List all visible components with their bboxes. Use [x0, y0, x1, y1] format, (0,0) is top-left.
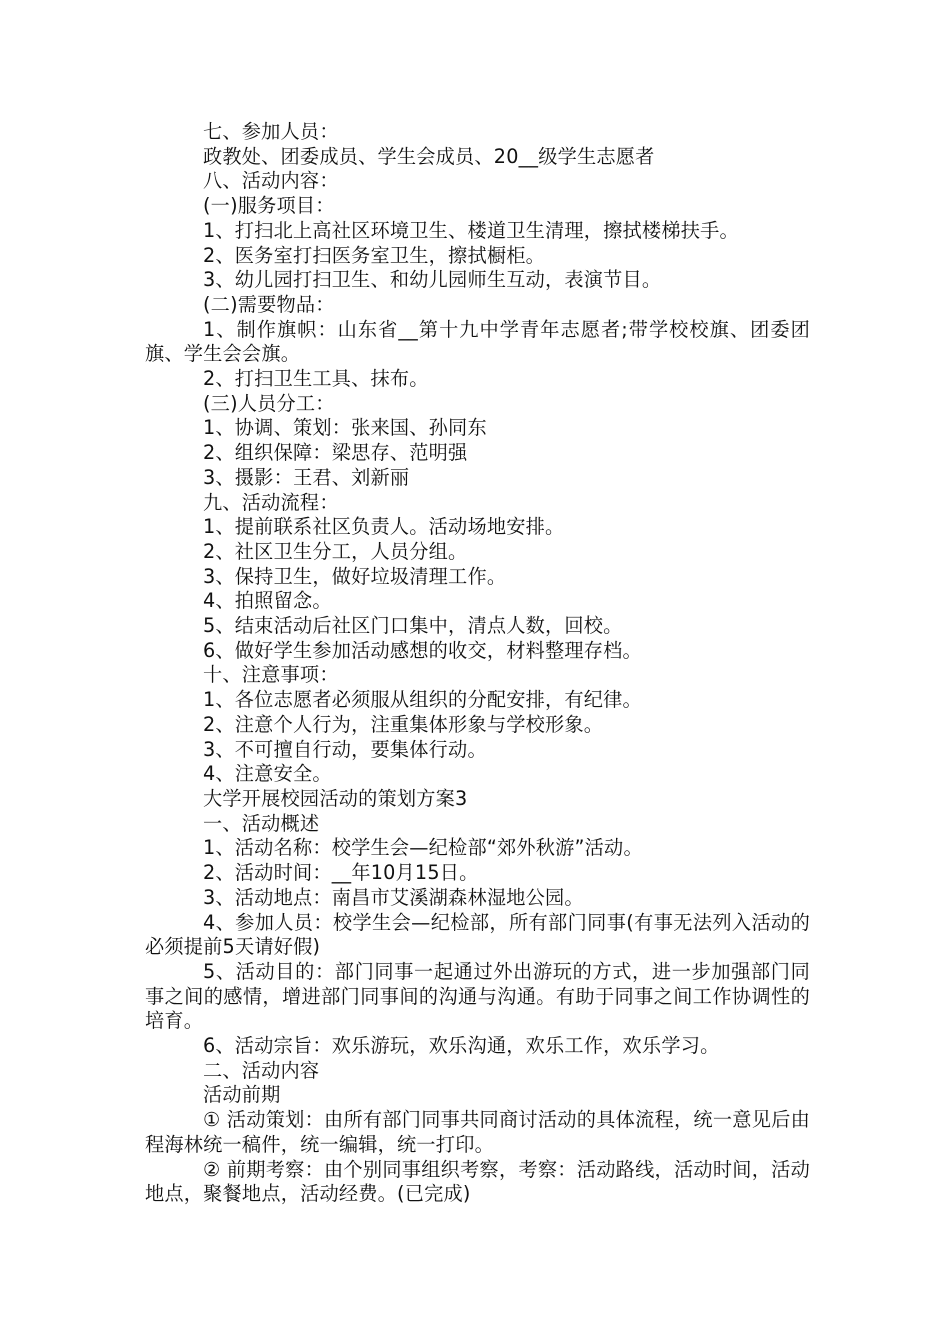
paragraph: 八、活动内容： [203, 169, 339, 193]
paragraph: 4、注意安全。 [203, 762, 332, 786]
paragraph: 4、参加人员：校学生会—纪检部，所有部门同事(有事无法列入活动的必须提前5天请好假) [145, 910, 810, 959]
document-body [145, 120, 810, 1207]
paragraph: ① 活动策划：由所有部门同事共同商讨活动的具体流程，统一意见后由程海林统一稿件，统一编辑，统一打印。 [145, 1108, 810, 1156]
paragraph: 七、参加人员： [203, 120, 339, 143]
paragraph: 1、打扫北上高社区环境卫生、楼道卫生清理，擦拭楼梯扶手。 [203, 218, 739, 242]
paragraph: 1、提前联系社区负责人。活动场地安排。 [203, 515, 565, 539]
paragraph: (一)服务项目： [203, 194, 335, 218]
paragraph: 2、打扫卫生工具、抹布。 [203, 367, 429, 391]
paragraph: 九、活动流程： [203, 490, 339, 514]
paragraph: 5、活动目的：部门同事一起通过外出游玩的方式，进一步加强部门同事之间的感情，增进部门同事间的沟通与沟通。有助于同事之间工作协调性的培育。 [145, 959, 810, 1033]
paragraph: 6、活动宗旨：欢乐游玩，欢乐沟通，欢乐工作，欢乐学习。 [203, 1034, 720, 1058]
paragraph: (二)需要物品： [203, 292, 335, 316]
paragraph: ② 前期考察：由个别同事组织考察，考察：活动路线，活动时间，活动地点，聚餐地点，活动经费。(已完成) [145, 1157, 810, 1206]
paragraph: 3、不可擅自行动，要集体行动。 [203, 737, 487, 761]
paragraph: 2、活动时间：__年10月15日。 [203, 861, 479, 885]
paragraph: 1、活动名称：校学生会—纪检部“郊外秋游”活动。 [203, 836, 643, 860]
paragraph: 一、活动概述 [203, 811, 320, 835]
paragraph: 6、做好学生参加活动感想的收交，材料整理存档。 [203, 638, 642, 662]
paragraph: 3、幼儿园打扫卫生、和幼儿园师生互动，表演节目。 [203, 268, 662, 292]
paragraph: (三)人员分工： [203, 391, 335, 415]
paragraph: 2、社区卫生分工，人员分组。 [203, 539, 468, 563]
paragraph: 4、拍照留念。 [203, 589, 332, 613]
paragraph: 1、各位志愿者必须服从组织的分配安排，有纪律。 [203, 688, 642, 712]
paragraph: 1、制作旗帜：山东省__第十九中学青年志愿者;带学校校旗、团委团旗、学生会会旗。 [145, 317, 810, 366]
paragraph: 3、保持卫生，做好垃圾清理工作。 [203, 564, 507, 588]
paragraph: 3、摄影：王君、刘新丽 [203, 465, 410, 489]
paragraph: 政教处、团委成员、学生会成员、20__级学生志愿者 [203, 144, 655, 168]
paragraph: 2、医务室打扫医务室卫生，擦拭橱柜。 [203, 243, 545, 267]
paragraph: 1、协调、策划：张来国、孙同东 [203, 416, 487, 440]
paragraph: 十、注意事项： [203, 663, 339, 687]
paragraph: 3、活动地点：南昌市艾溪湖森林湿地公园。 [203, 885, 584, 909]
paragraph: 5、结束活动后社区门口集中，清点人数，回校。 [203, 614, 623, 638]
paragraph: 二、活动内容 [203, 1058, 320, 1082]
paragraph: 2、组织保障：梁思存、范明强 [203, 441, 468, 465]
paragraph: 2、注意个人行为，注重集体形象与学校形象。 [203, 712, 604, 736]
paragraph: 活动前期 [203, 1083, 281, 1107]
section-title: 大学开展校园活动的策划方案3 [203, 786, 468, 810]
